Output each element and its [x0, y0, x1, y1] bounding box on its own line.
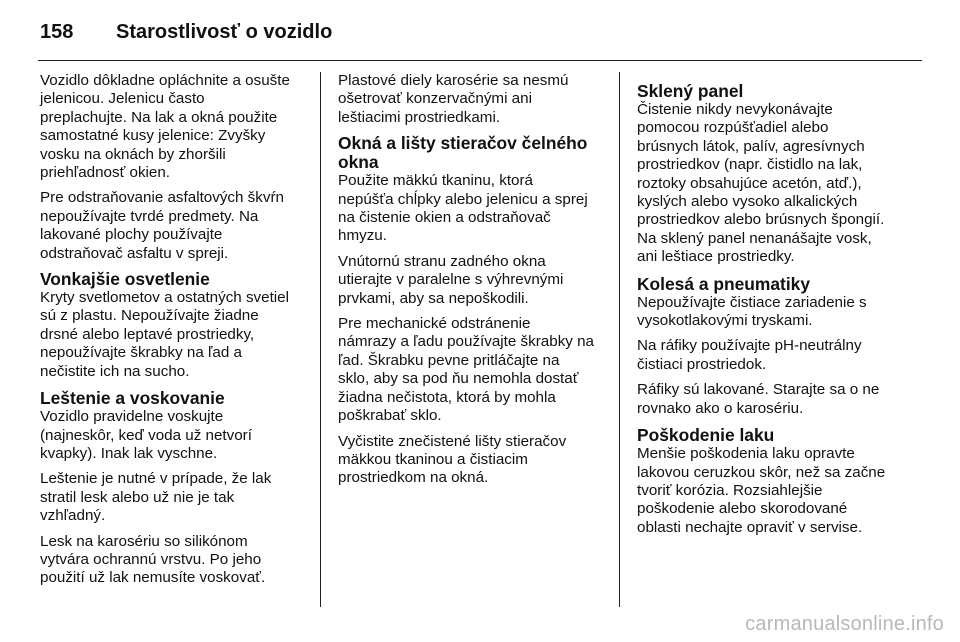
paragraph: Použite mäkkú tkaninu, ktorá nepúšťa chĺpky alebo jelenicu a sprej na čistenie okien a odstraňovač hmyzu. [338, 172, 588, 245]
paragraph: Na ráfiky používajte pH-neutrálny čistiaci prostriedok. [637, 337, 862, 373]
paragraph: Vyčistite znečistené lišty stieračov mäkkou tkaninou a čistiacim prostriedkom na okná. [338, 432, 567, 487]
column-3 [637, 72, 919, 544]
paragraph: Pre mechanické odstránenie námrazy a ľadu používajte škrabky na ľad. Škrabku pevne pritláčajte na sklo, aby sa pod ňu nemohla dostať žiadna nečistota, ktorá by mohla poškrabať sklo. [338, 315, 594, 425]
watermark-link[interactable]: carmanualsonline.info [745, 613, 944, 635]
section-heading: Vonkajšie osvetlenie [40, 269, 210, 290]
page-header [40, 16, 920, 48]
paragraph: Pre odstraňovanie asfaltových škvŕn nepoužívajte tvrdé predmety. Na lakované plochy používajte odstraňovač asfaltu v spreji. [40, 189, 284, 262]
paragraph: Leštenie je nutné v prípade, že lak stratil lesk alebo už nie je tak vzhľadný. [40, 470, 272, 525]
paragraph: Ráfiky sú lakované. Starajte sa o ne rovnako ako o karosériu. [637, 381, 880, 417]
paragraph: Plastové diely karosérie sa nesmú ošetrovať konzervačnými ani leštiacimi prostriedkami. [338, 72, 569, 126]
paragraph: Lesk na karosériu so silikónom vytvára ochrannú vrstvu. Po jeho použití už lak nemusíte voskovať. [40, 532, 266, 587]
section-heading: Kolesá a pneumatiky [637, 273, 811, 294]
paragraph: Nepoužívajte čistiace zariadenie s vysokotlakovými tryskami. [637, 293, 867, 330]
section-heading: Okná a lišty stieračov čelného okna [338, 133, 588, 173]
paragraph: Vozidlo pravidelne voskujte (najneskôr, keď voda už netvorí kvapky). Inak lak vyschne. [40, 408, 252, 462]
paragraph: Menšie poškodenia laku opravte lakovou ceruzkou skôr, než sa začne tvoriť korózia. Rozsiahlejšie poškodenie alebo skorodované oblasti nechajte opraviť v servise. [637, 445, 886, 536]
paragraph: Kryty svetlometov a ostatných svetiel sú z plastu. Nepoužívajte žiadne drsné alebo leptavé prostriedky, nepoužívajte škrabky na ľad a nečistite ich na sucho. [40, 289, 290, 380]
column-divider [619, 72, 620, 607]
column-2 [338, 72, 606, 495]
paragraph: Vnútornú stranu zadného okna utierajte v paralelne s výhrevnými prvkami, aby sa nepoškodili. [338, 252, 564, 307]
column-divider [320, 72, 321, 607]
section-heading: Leštenie a voskovanie [40, 388, 225, 409]
paragraph: Čistenie nikdy nevykonávajte pomocou rozpúšťadiel alebo brúsnych látok, palív, agresívnych prostriedkov (napr. čistidlo na lak, roztoky obsahujúce acetón, atď.), kyslých alebo vysoko alkalických prostriedkov alebo brúsnych špongií. Na sklený panel nenanášajte vosk, ani leštiace prostriedky. [637, 101, 885, 266]
paragraph: Vozidlo dôkladne opláchnite a osušte jelenicou. Jelenicu často preplachujte. Na lak a okná použite samostatné kusy jelenice: Zvyšky vosku na oknách by zhoršili priehľadnosť okien. [40, 72, 290, 182]
page-title: Starostlivosť o vozidlo [116, 20, 333, 43]
section-heading: Poškodenie laku [637, 425, 775, 446]
section-heading: Sklený panel [637, 81, 744, 101]
page-number: 158 [40, 20, 74, 43]
header-divider [38, 60, 922, 61]
column-1 [40, 72, 308, 595]
